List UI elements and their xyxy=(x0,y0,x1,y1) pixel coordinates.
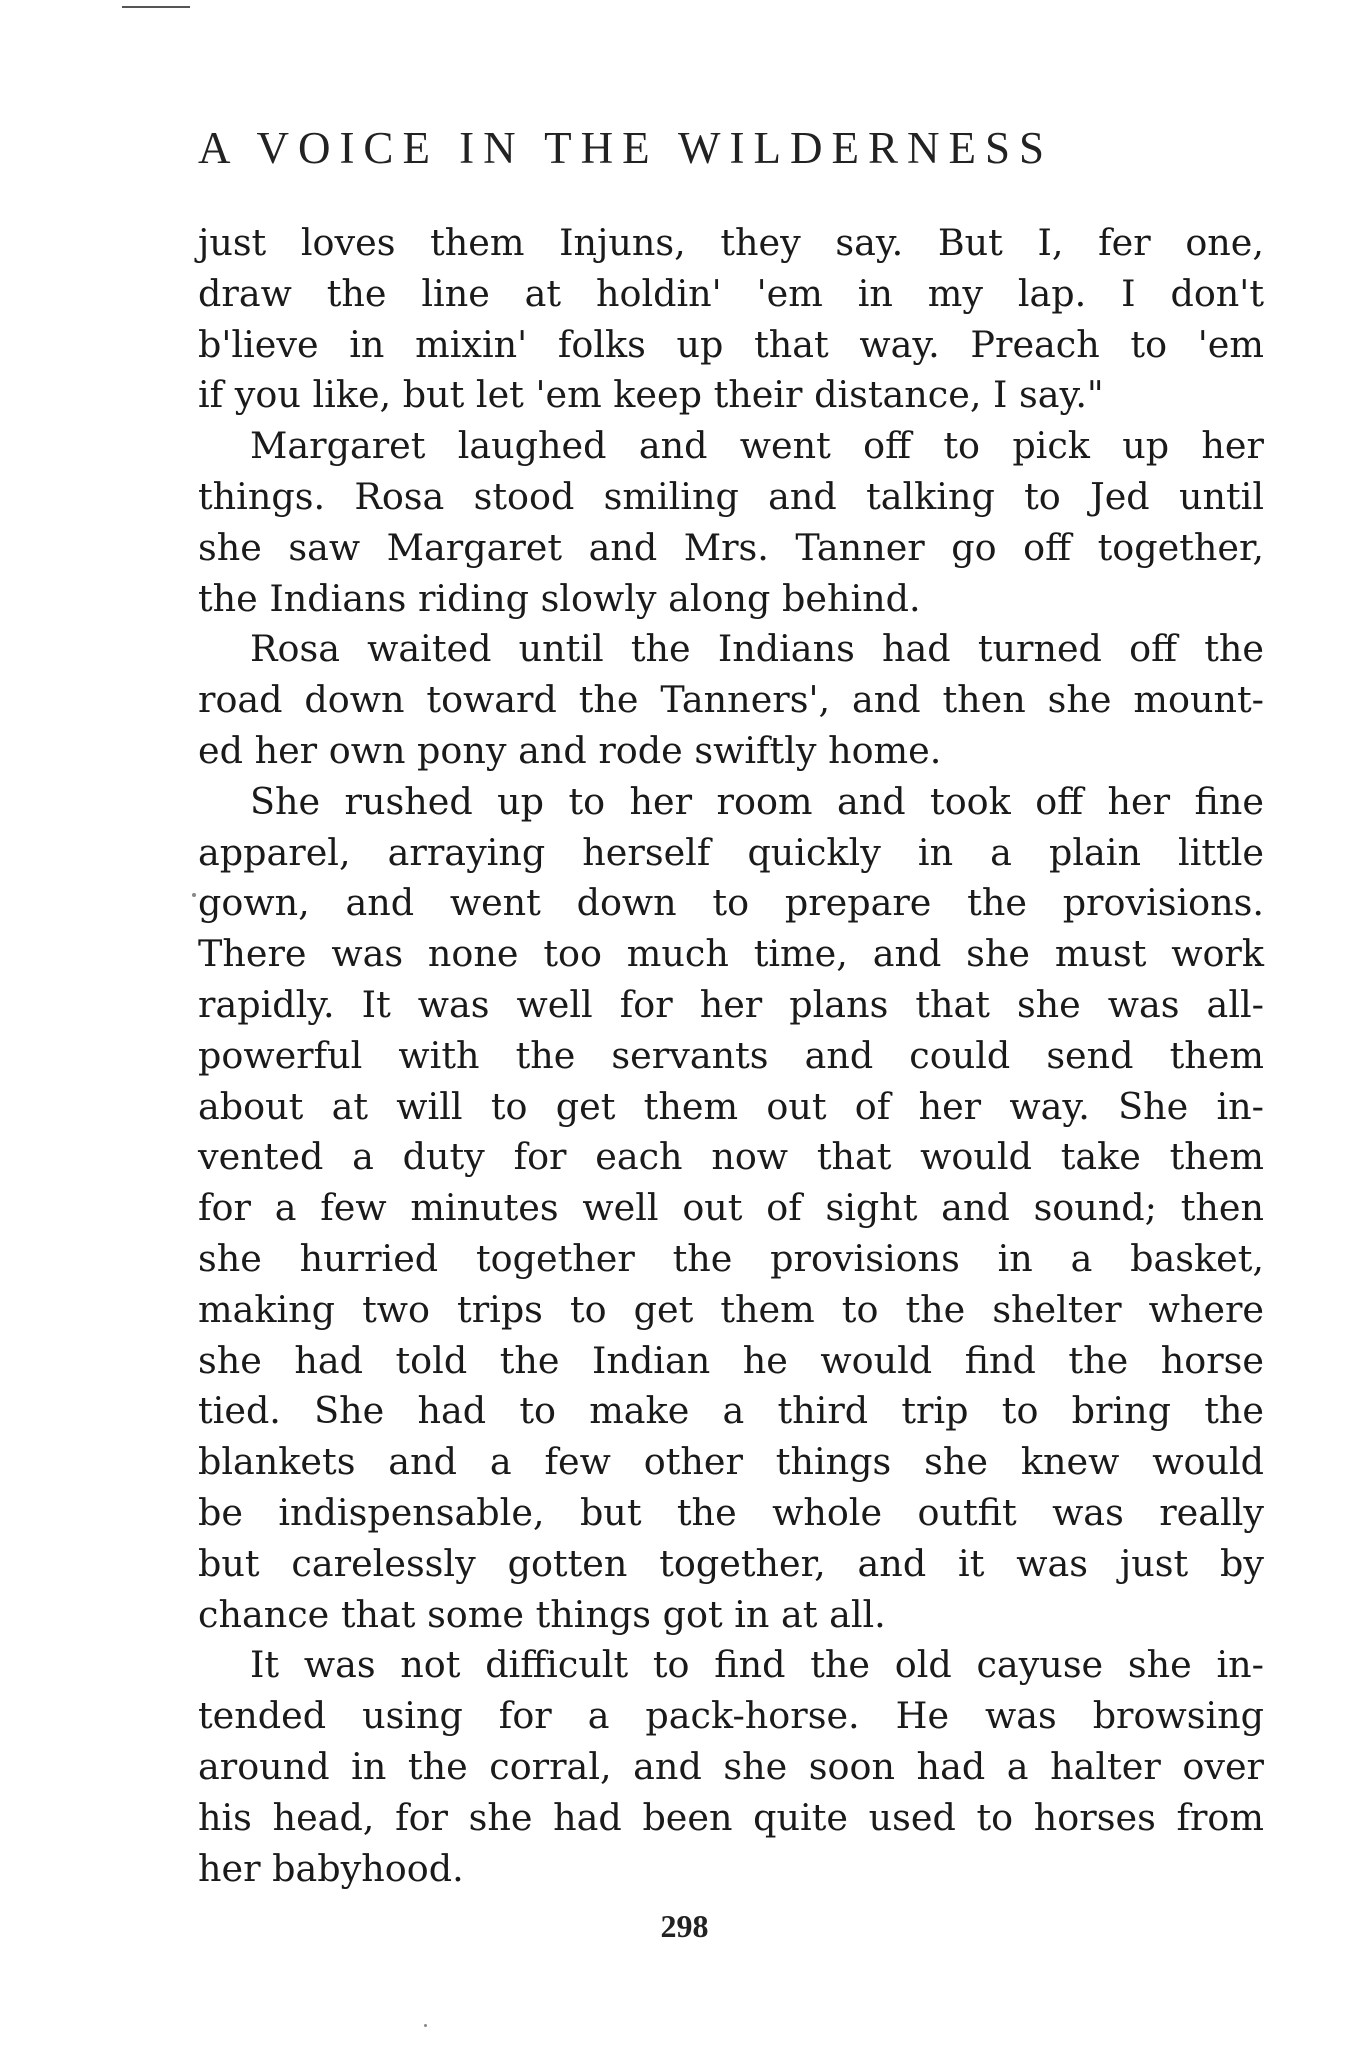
text-line: if you like, but let 'em keep their distance, I say." xyxy=(198,373,1104,417)
text-line: It was not difficult to find the old cayuse she in- xyxy=(250,1643,1264,1687)
text-line: tended using for a pack-horse. He was browsing xyxy=(198,1694,1264,1738)
scan-edge-mark xyxy=(122,6,190,8)
text-line: his head, for she had been quite used to horses from xyxy=(198,1795,1264,1839)
scan-speck xyxy=(424,2024,427,2027)
text-line: she had told the Indian he would find the horse xyxy=(198,1338,1264,1382)
page-number: 298 xyxy=(660,1908,709,1944)
text-line: she saw Margaret and Mrs. Tanner go off together, xyxy=(198,525,1264,569)
text-line: for a few minutes well out of sight and sound; then xyxy=(198,1186,1264,1230)
text-line: be indispensable, but the whole outfit was really xyxy=(198,1490,1264,1534)
text-line: the Indians riding slowly along behind. xyxy=(198,576,921,620)
text-line: ed her own pony and rode swiftly home. xyxy=(198,728,942,772)
text-line: apparel, arraying herself quickly in a plain little xyxy=(198,830,1264,874)
text-line: things. Rosa stood smiling and talking to Jed until xyxy=(198,474,1264,518)
text-line: chance that some things got in at all. xyxy=(198,1592,886,1636)
text-line: around in the corral, and she soon had a halter over xyxy=(198,1744,1264,1788)
text-line: rapidly. It was well for her plans that she was all- xyxy=(198,982,1264,1026)
text-line: making two trips to get them to the shelter where xyxy=(198,1287,1264,1331)
scan-speck xyxy=(192,893,196,897)
running-head: A VOICE IN THE WILDERNESS xyxy=(198,123,1053,173)
text-line: tied. She had to make a third trip to bring the xyxy=(198,1389,1264,1433)
text-line: road down toward the Tanners', and then she mount- xyxy=(198,678,1264,722)
text-line: but carelessly gotten together, and it was just by xyxy=(198,1541,1264,1585)
text-line: Rosa waited until the Indians had turned off the xyxy=(250,627,1264,671)
text-line: There was none too much time, and she must work xyxy=(198,932,1264,976)
text-line: about at will to get them out of her way. She in- xyxy=(198,1084,1264,1128)
text-line: b'lieve in mixin' folks up that way. Preach to 'em xyxy=(198,322,1264,366)
text-line: Margaret laughed and went off to pick up her xyxy=(250,424,1264,468)
text-line: gown, and went down to prepare the provisions. xyxy=(198,881,1264,925)
text-line: vented a duty for each now that would take them xyxy=(198,1135,1264,1179)
text-line: powerful with the servants and could send them xyxy=(198,1033,1264,1077)
text-line: just loves them Injuns, they say. But I, fer one, xyxy=(198,221,1264,264)
text-line: she hurried together the provisions in a basket, xyxy=(198,1236,1264,1280)
text-line: her babyhood. xyxy=(198,1846,464,1890)
text-line: She rushed up to her room and took off her fine xyxy=(250,779,1264,823)
text-line: draw the line at holdin' 'em in my lap. I don't xyxy=(198,271,1264,315)
text-line: blankets and a few other things she knew would xyxy=(198,1440,1264,1484)
body-text xyxy=(198,218,1264,1894)
